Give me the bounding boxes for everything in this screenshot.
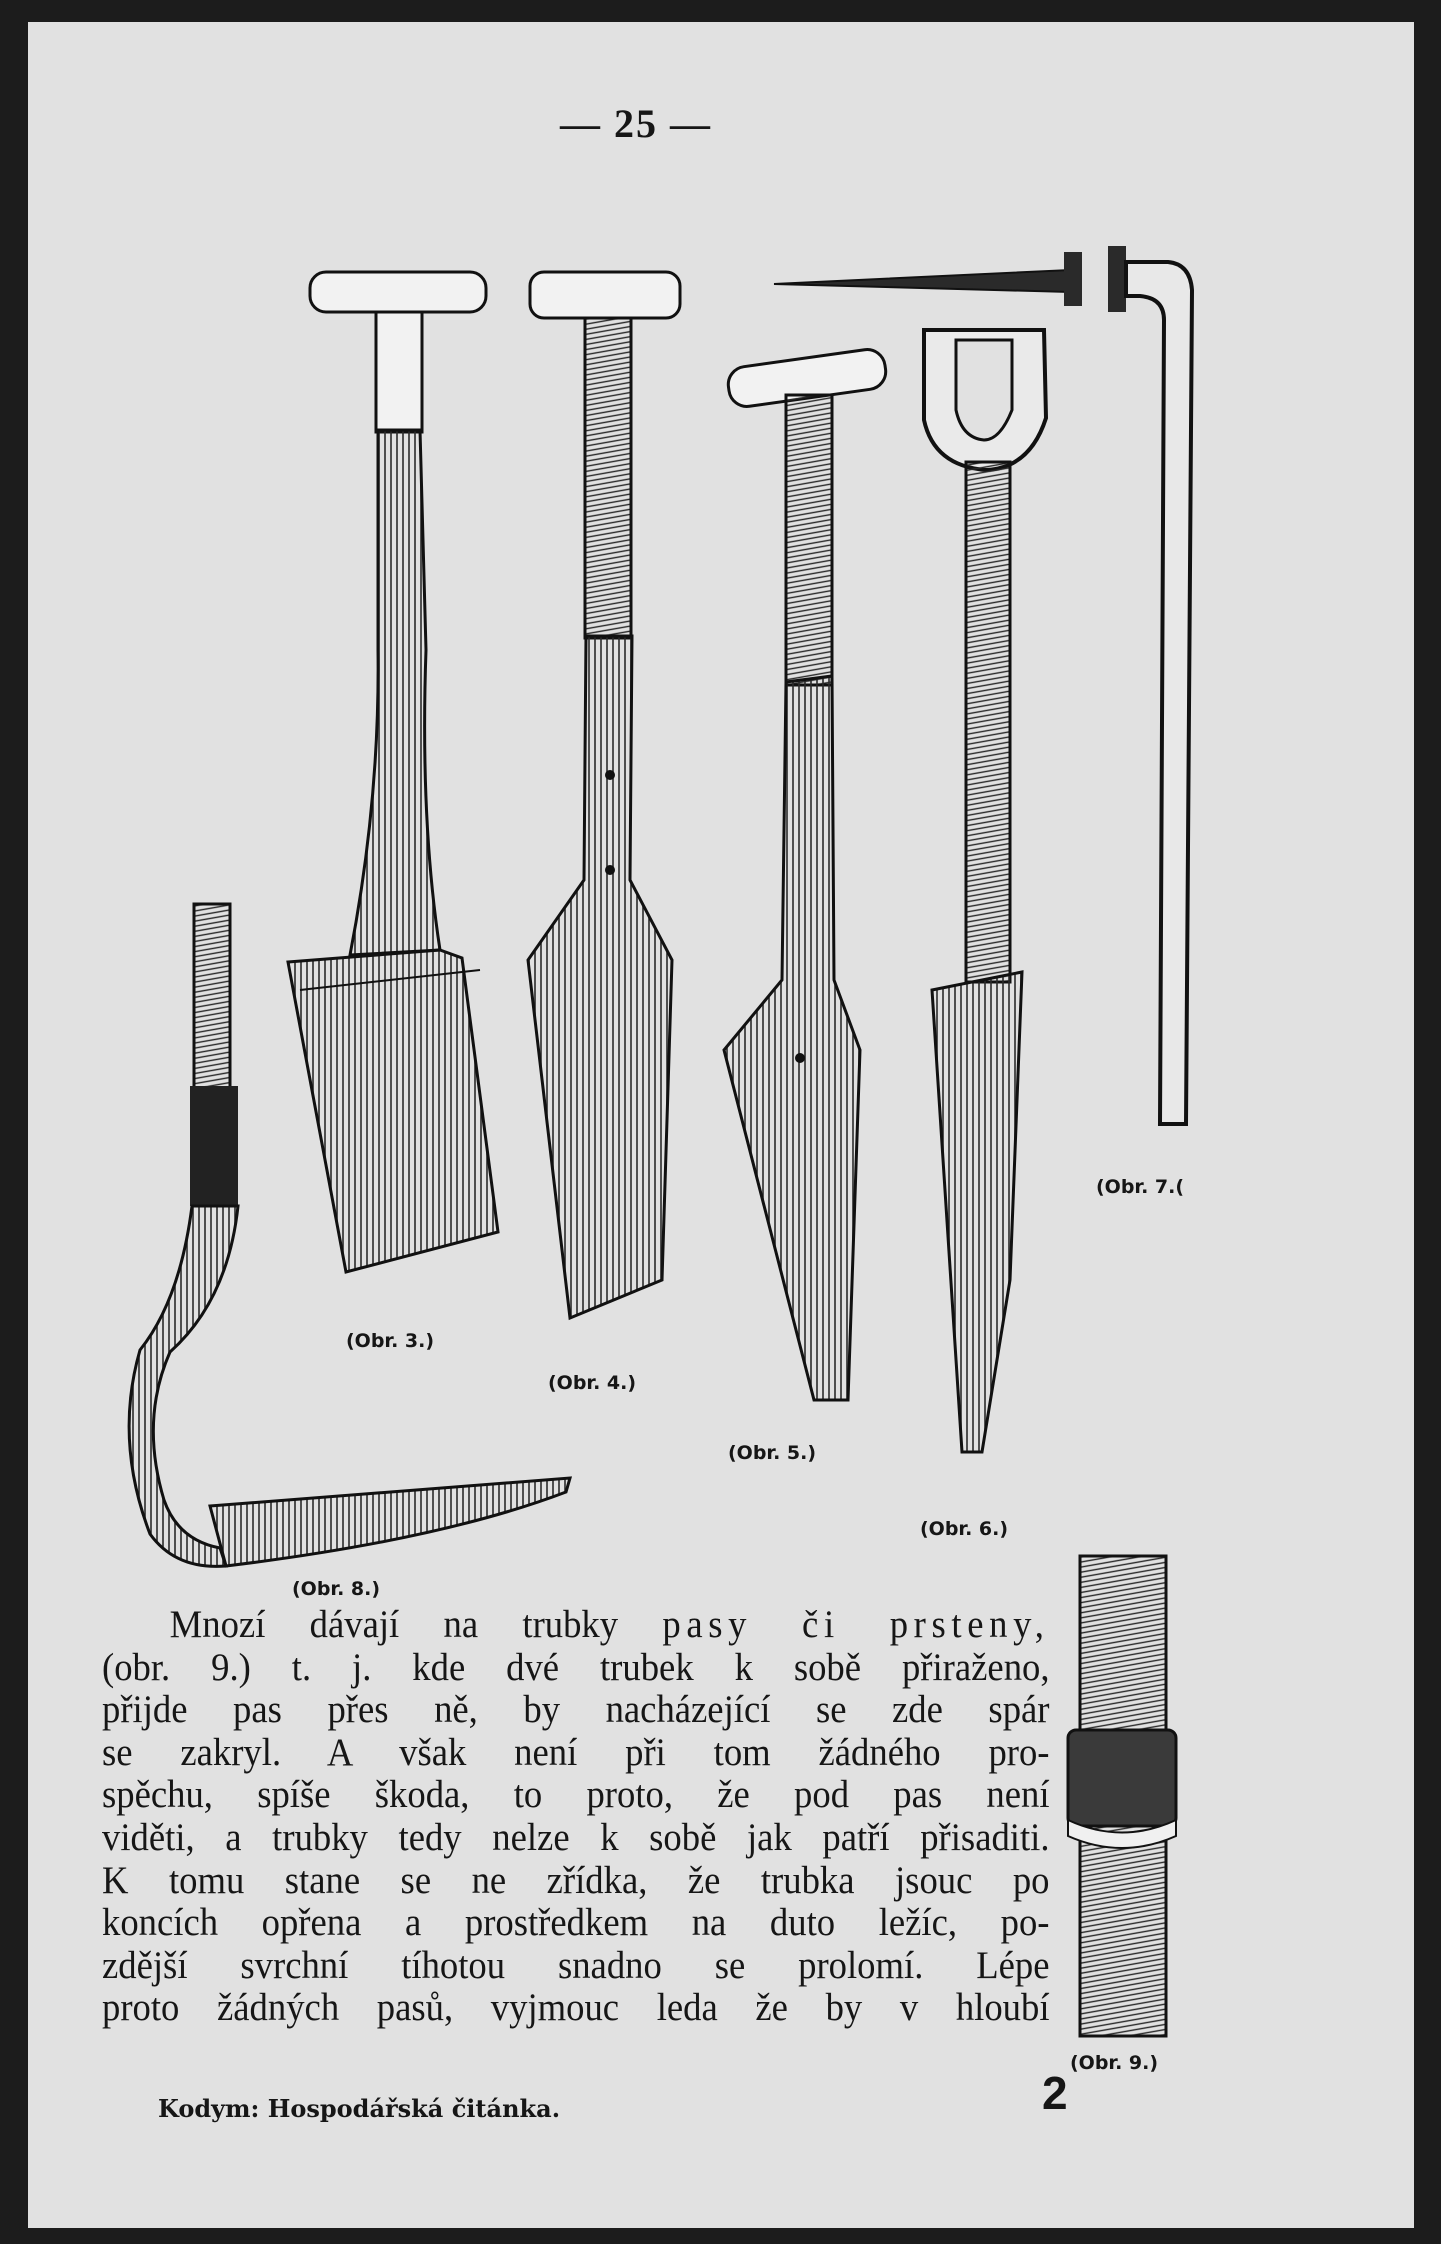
spade-fig-6 — [924, 330, 1046, 1452]
text-line-1 — [102, 1604, 1050, 1647]
text-line-5: spěchu, spíše škoda, to proto, že pod pas není — [102, 1773, 1050, 1817]
text-line-9: zdější svrchní tíhotou snadno se prolomí. Lépe — [102, 1943, 1050, 1987]
footer-book-title: Hospodářská čitánka. — [267, 2094, 561, 2123]
text-line-8: koncích opřena a prostředkem na duto ležíc, po- — [102, 1901, 1050, 1945]
pipe-ring-fig-9 — [1068, 1556, 1176, 2036]
page-number: — 25 — — [560, 101, 712, 146]
body-paragraph — [102, 1604, 1050, 2030]
caption-obr-5: (Obr. 5.) — [728, 1442, 817, 1464]
caption-obr-4: (Obr. 4.) — [548, 1372, 637, 1394]
text-line-1-a: Mnozí dávají na trubky — [169, 1603, 663, 1646]
caption-obr-9: (Obr. 9.) — [1070, 2052, 1159, 2074]
caption-obr-8: (Obr. 8.) — [292, 1578, 381, 1600]
footer-citation — [158, 2094, 560, 2123]
caption-obr-7: (Obr. 7.( — [1096, 1176, 1185, 1198]
text-line-2: (obr. 9.) t. j. kde dvé trubek k sobě přiraženo, — [102, 1645, 1050, 1689]
text-line-7: K tomu stane se ne zřídka, že trubka jsouc po — [102, 1858, 1050, 1902]
caption-obr-6: (Obr. 6.) — [920, 1518, 1009, 1540]
text-line-10: proto žádných pasů, vyjmouc leda že by v hloubí — [102, 1986, 1050, 2030]
spade-fig-3 — [288, 272, 498, 1272]
text-line-1-emphasis: pasy či prsteny, — [662, 1603, 1050, 1646]
text-line-6: viděti, a trubky tedy nelze k sobě jak patří přisaditi. — [102, 1815, 1050, 1859]
spade-fig-5 — [724, 347, 888, 1400]
text-line-4: se zakryl. A však není při tom žádného pro- — [102, 1730, 1050, 1774]
signature-mark: 2 — [1042, 2067, 1068, 2119]
spade-fig-4 — [528, 272, 680, 1318]
caption-obr-3: (Obr. 3.) — [346, 1330, 435, 1352]
text-line-3: přijde pas přes ně, by nacházející se zde spár — [102, 1688, 1050, 1732]
footer-author: Kodym: — [158, 2094, 260, 2123]
